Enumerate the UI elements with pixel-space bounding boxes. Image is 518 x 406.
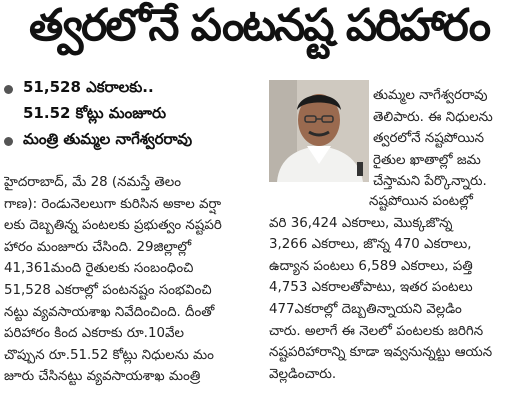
body-line: త్వరలోనే నష్టపోయిన (373, 131, 485, 147)
body-line: 4,753 ఎకరాలతోపాటు, ఇతర పంటలు (269, 280, 473, 296)
portrait-photo (269, 80, 369, 182)
bullet-list (4, 76, 264, 154)
body-line: గాణ): రెండునెలలుగా కురిసిన అకాల వర్షా (4, 196, 222, 212)
body-line: లకు దెబ్బతిన్న పంటలకు ప్రభుత్వం నష్టపరి (4, 218, 222, 234)
bullet-dot-icon (4, 85, 13, 94)
body-line: జూరు చేసినట్టు వ్యవసాయశాఖ మంత్రి (4, 369, 201, 385)
body-line: తుమ్మల నాగేశ్వరరావు (373, 88, 488, 103)
body-line: చొప్పున రూ.51.52 కోట్లు నిధులను మం (4, 347, 214, 363)
headline: త్వరలోనే పంటనష్ట పరిహారం (28, 0, 490, 51)
bullet-item-2 (4, 128, 264, 154)
body-line: హారం మంజూరు చేసింది. 29జిల్లాల్లో (4, 239, 192, 255)
body-line: చారు. అలాగే ఈ నెలలో పంటలకు జరిగిన (269, 323, 484, 339)
bullet-text: 51,528 ఎకరాలకు.. (23, 78, 154, 96)
bullet-dot-icon (4, 137, 13, 146)
body-line: 3,266 ఎకరాలు, జొన్న 470 ఎకరాలు, (269, 237, 472, 253)
bullet-text: 51.52 కోట్లు మంజూరు (23, 104, 167, 122)
body-line: హైదరాబాద్, మే 28 (నమస్తే తెలం (4, 175, 182, 190)
body-line: వరి 36,424 ఎకరాలు, మొక్కజొన్న (269, 215, 453, 231)
body-left-column (4, 172, 262, 388)
body-line: పరిహారం కింద ఎకరాకు రూ.10వేల (4, 326, 184, 342)
bullet-item-1 (4, 76, 264, 102)
body-line: వెల్లడించారు. (269, 366, 337, 382)
body-line: నష్టపోయిన పంటల్లో (369, 194, 473, 209)
body-right-bottom-column (269, 191, 516, 385)
body-line: 41,361మంది రైతులకు సంబంధించి (4, 261, 194, 277)
body-line: నట్టు వ్యవసాయశాఖ నివేదించింది. దీంతో (4, 304, 215, 320)
body-line: ఉద్యాన పంటలు 6,589 ఎకరాలు, పత్తి (269, 258, 473, 274)
body-line: రైతుల ఖాతాల్లో జమ (373, 152, 481, 168)
body-right-top-column (373, 85, 516, 193)
body-line: 51,528 ఎకరాల్లో పంటనష్టం సంభవించి (4, 282, 212, 298)
body-line: నష్టపరిహారాన్ని కూడా ఇవ్వనున్నట్టు ఆయన (269, 345, 493, 361)
bullet-text: మంత్రి తుమ్మల నాగేశ్వరరావు (23, 130, 193, 148)
body-line: చేస్తామని పేర్కొన్నారు. (373, 174, 487, 190)
bullet-item-1-continued (4, 102, 264, 128)
body-line: తెలిపారు. ఈ నిధులను (373, 109, 493, 125)
portrait-photo-icon (269, 80, 369, 182)
body-line: 477ఎకరాల్లో దెబ్బతిన్నాయని వెల్లడిం (269, 301, 462, 317)
